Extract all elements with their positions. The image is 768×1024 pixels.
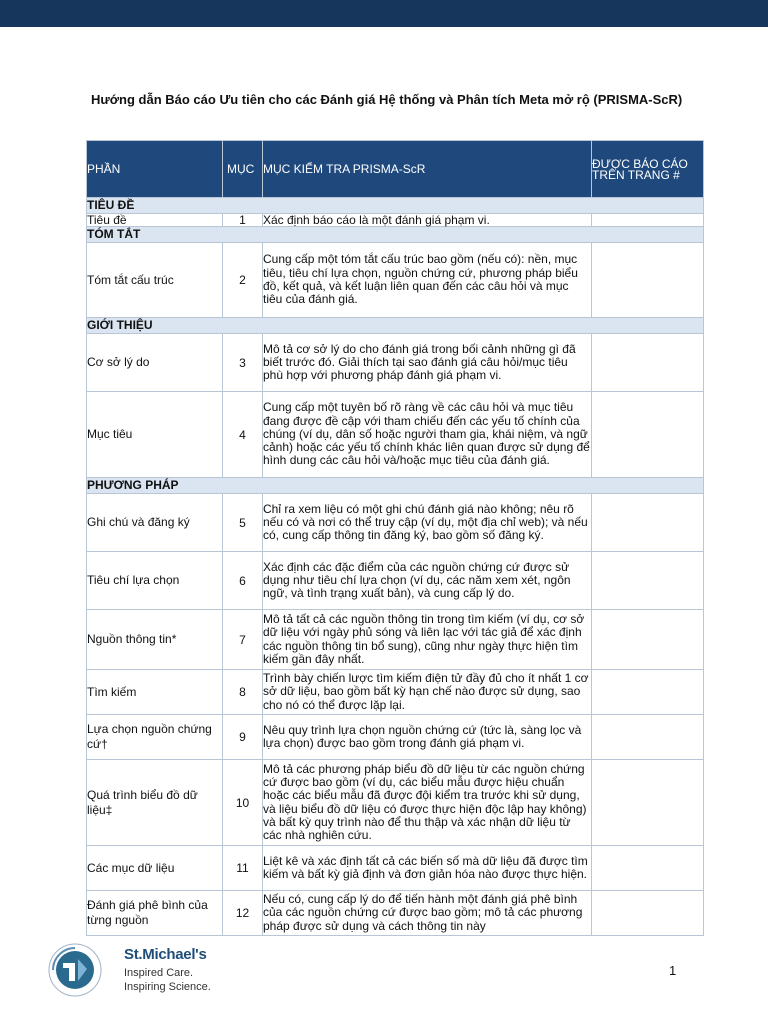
section-row-introduction bbox=[87, 318, 704, 334]
row-description: Cung cấp một tuyên bố rõ ràng về các câu hỏi và mục tiêu đang được đề cập với tham chiếu đến các yếu tố chính của chúng (ví dụ, dân số hoặc người tham gia, khái niệm, và ngữ cảnh) hoặc các yếu tố chính khác liên quan được sử dụng để hình dung các câu hỏi và/hoặc mục tiêu của đánh giá. bbox=[263, 392, 592, 478]
row-page-cell[interactable] bbox=[592, 243, 704, 318]
header-section: PHẦN bbox=[87, 141, 223, 198]
row-page-cell[interactable] bbox=[592, 214, 704, 227]
row-item-number: 8 bbox=[223, 670, 263, 715]
row-description: Chỉ ra xem liệu có một ghi chú đánh giá nào không; nêu rõ nếu có và nơi có thể truy cập (ví dụ, một địa chỉ web); và nếu có, cung cấp thông tin đăng ký, bao gồm số đăng ký. bbox=[263, 494, 592, 552]
row-page-cell[interactable] bbox=[592, 392, 704, 478]
row-section-name: Tiêu chí lựa chọn bbox=[87, 552, 223, 610]
table-row bbox=[87, 552, 704, 610]
page-number: 1 bbox=[669, 963, 677, 978]
row-section-name: Tóm tắt cấu trúc bbox=[87, 243, 223, 318]
row-page-cell[interactable] bbox=[592, 670, 704, 715]
row-page-cell[interactable] bbox=[592, 610, 704, 670]
section-title: PHƯƠNG PHÁP bbox=[87, 478, 704, 494]
row-section-name: Ghi chú và đăng ký bbox=[87, 494, 223, 552]
row-description: Xác định báo cáo là một đánh giá phạm vi. bbox=[263, 214, 592, 227]
row-page-cell[interactable] bbox=[592, 494, 704, 552]
table-row bbox=[87, 494, 704, 552]
document-title: Hướng dẫn Báo cáo Ưu tiên cho các Đánh giá Hệ thống và Phân tích Meta mở rộ (PRISMA-ScR) bbox=[91, 92, 683, 107]
table-row bbox=[87, 715, 704, 760]
table-header-row bbox=[87, 141, 704, 198]
row-item-number: 11 bbox=[223, 846, 263, 891]
row-item-number: 9 bbox=[223, 715, 263, 760]
row-item-number: 1 bbox=[223, 214, 263, 227]
header-checklist-item: MỤC KIỂM TRA PRISMA-ScR bbox=[263, 141, 592, 198]
row-description: Xác định các đặc điểm của các nguồn chứng cứ được sử dụng như tiêu chí lựa chọn (ví dụ, các năm xem xét, ngôn ngữ, và tình trạng xuất bản), và cung cấp lý do. bbox=[263, 552, 592, 610]
stmichaels-logo bbox=[45, 941, 405, 1001]
brand-name: St.Michael's bbox=[124, 946, 207, 963]
table-row bbox=[87, 334, 704, 392]
row-section-name: Các mục dữ liệu bbox=[87, 846, 223, 891]
row-item-number: 7 bbox=[223, 610, 263, 670]
section-row-methods bbox=[87, 478, 704, 494]
table-row bbox=[87, 610, 704, 670]
table-row bbox=[87, 392, 704, 478]
row-item-number: 2 bbox=[223, 243, 263, 318]
row-item-number: 3 bbox=[223, 334, 263, 392]
row-description: Mô tả các phương pháp biểu đồ dữ liệu từ các nguồn chứng cứ được bao gồm (ví dụ, các biểu mẫu được hiệu chuẩn hoặc các biểu mẫu đã được đội kiểm tra trước khi sử dụng, và liệu biểu đồ dữ liệu có được thực hiện độc lập hay không) và bất kỳ quy trình nào để thu thập và xác nhận dữ liệu từ các nhà nghiên cứu. bbox=[263, 760, 592, 846]
row-page-cell[interactable] bbox=[592, 891, 704, 936]
row-section-name: Mục tiêu bbox=[87, 392, 223, 478]
header-reported-on-page: ĐƯỢC BÁO CÁO TRÊN TRANG # bbox=[592, 141, 704, 198]
table-row bbox=[87, 214, 704, 227]
section-title: GIỚI THIỆU bbox=[87, 318, 704, 334]
row-page-cell[interactable] bbox=[592, 334, 704, 392]
table-row bbox=[87, 243, 704, 318]
row-section-name: Lựa chọn nguồn chứng cứ† bbox=[87, 715, 223, 760]
row-item-number: 4 bbox=[223, 392, 263, 478]
table-row bbox=[87, 891, 704, 936]
table-row bbox=[87, 670, 704, 715]
row-description: Mô tả cơ sở lý do cho đánh giá trong bối cảnh những gì đã biết trước đó. Giải thích tại sao đánh giá câu hỏi/mục tiêu phù hợp với phương pháp đánh giá phạm vi. bbox=[263, 334, 592, 392]
row-section-name: Cơ sở lý do bbox=[87, 334, 223, 392]
row-section-name: Tìm kiếm bbox=[87, 670, 223, 715]
kt-seal-icon bbox=[49, 944, 101, 996]
section-row-abstract bbox=[87, 227, 704, 243]
row-description: Nêu quy trình lựa chọn nguồn chứng cứ (tức là, sàng lọc và lựa chọn) được bao gồm trong đánh giá phạm vi. bbox=[263, 715, 592, 760]
row-section-name: Quá trình biểu đồ dữ liệu‡ bbox=[87, 760, 223, 846]
top-banner bbox=[0, 0, 768, 27]
row-section-name: Tiêu đề bbox=[87, 214, 223, 227]
row-description: Trình bày chiến lược tìm kiếm điện tử đầy đủ cho ít nhất 1 cơ sở dữ liệu, bao gồm bất kỳ hạn chế nào được sử dụng, sao cho nó có thể được lặp lại. bbox=[263, 670, 592, 715]
row-description: Cung cấp một tóm tắt cấu trúc bao gồm (nếu có): nền, mục tiêu, tiêu chí lựa chọn, nguồn chứng cứ, phương pháp biểu đồ, kết quả, và kết luận liên quan đến các câu hỏi và mục tiêu của đánh giá. bbox=[263, 243, 592, 318]
table-row bbox=[87, 846, 704, 891]
row-item-number: 12 bbox=[223, 891, 263, 936]
prisma-checklist-table bbox=[86, 140, 704, 936]
row-description: Mô tả tất cả các nguồn thông tin trong tìm kiếm (ví dụ, cơ sở dữ liệu với ngày phủ sóng và liên lạc với tác giả để xác định các nguồn thông tin bổ sung), cũng như ngày thực hiện tìm kiếm gần đây nhất. bbox=[263, 610, 592, 670]
row-page-cell[interactable] bbox=[592, 552, 704, 610]
row-item-number: 5 bbox=[223, 494, 263, 552]
header-item: MỤC bbox=[223, 141, 263, 198]
section-row-title bbox=[87, 198, 704, 214]
section-title: TIÊU ĐỀ bbox=[87, 198, 704, 214]
row-page-cell[interactable] bbox=[592, 846, 704, 891]
row-section-name: Đánh giá phê bình của từng nguồn bbox=[87, 891, 223, 936]
row-item-number: 10 bbox=[223, 760, 263, 846]
table-row bbox=[87, 760, 704, 846]
row-page-cell[interactable] bbox=[592, 760, 704, 846]
row-section-name: Nguồn thông tin* bbox=[87, 610, 223, 670]
brand-tagline-1: Inspired Care. bbox=[124, 967, 194, 979]
row-page-cell[interactable] bbox=[592, 715, 704, 760]
row-item-number: 6 bbox=[223, 552, 263, 610]
row-description: Liệt kê và xác định tất cả các biến số mà dữ liệu đã được tìm kiếm và bất kỳ giả định và đơn giản hóa nào được thực hiện. bbox=[263, 846, 592, 891]
row-description: Nếu có, cung cấp lý do để tiến hành một đánh giá phê bình của các nguồn chứng cứ được bao gồm; mô tả các phương pháp được sử dụng và cách thông tin này bbox=[263, 891, 592, 936]
section-title: TÓM TẮT bbox=[87, 227, 704, 243]
brand-tagline-2: Inspiring Science. bbox=[124, 981, 211, 993]
